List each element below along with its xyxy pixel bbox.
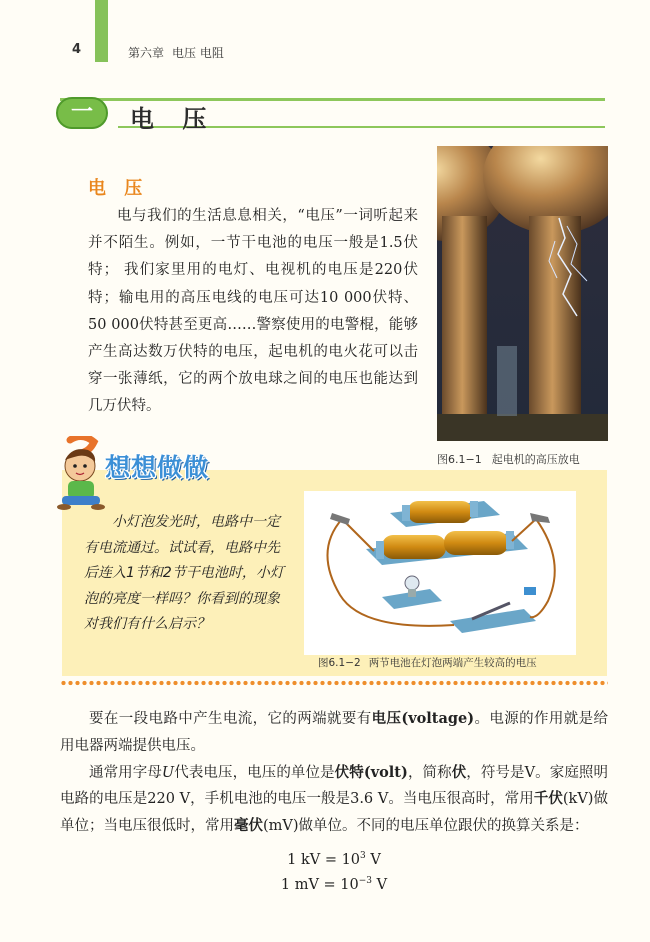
page-number: 4 bbox=[72, 42, 82, 57]
section-number: 一 bbox=[70, 100, 93, 125]
mascot-icon bbox=[50, 436, 112, 514]
body-text bbox=[60, 706, 608, 840]
section-number-badge bbox=[56, 97, 108, 129]
body-text-run: 通常用字母 bbox=[89, 764, 162, 781]
dotted-divider bbox=[60, 680, 608, 686]
symbol-u: U bbox=[161, 764, 175, 781]
header-color-bar bbox=[95, 0, 108, 62]
body-text-run: 要在一段电路中产生电流，它的两端就要有 bbox=[89, 711, 372, 727]
term-volt-en: (volt) bbox=[363, 763, 408, 781]
formula-kv-unit: V bbox=[365, 851, 381, 868]
formula-kv-exponent: 3 bbox=[360, 851, 366, 861]
figure2-number: 图6.1−2 bbox=[318, 657, 361, 669]
formula-kv-left: 1 kV = 10 bbox=[287, 851, 361, 868]
term-volt-short: 伏 bbox=[451, 763, 467, 781]
formula-millivolt bbox=[60, 876, 608, 893]
term-kilovolt: 千伏 bbox=[533, 790, 563, 808]
activity-text: 小灯泡发光时，电路中一定有电流通过。试试看，电路中先后连入1节和2节干电池时，小灯泡的亮度一样吗？你看到的现象对我们有什么启示？ bbox=[84, 514, 284, 632]
intro-paragraph bbox=[88, 203, 418, 421]
body-text-run: 代表电压，电压的单位是 bbox=[174, 764, 335, 781]
electrostatic-generator-photo bbox=[437, 146, 608, 441]
body-text-run: ，符号是V。家庭照明电路的电压是220 V，手机电池的电压一般是3.6 V。当电压很高时，常用 bbox=[60, 764, 609, 808]
activity-paragraph bbox=[84, 510, 284, 638]
generator-illustration bbox=[437, 146, 608, 441]
section-title: 电 压 bbox=[130, 105, 217, 133]
formula-kilovolt bbox=[60, 851, 608, 868]
term-voltage-en: (voltage) bbox=[401, 710, 475, 727]
thinking-child-mascot bbox=[50, 436, 112, 514]
term-volt: 伏特 bbox=[334, 763, 364, 781]
figure2-caption bbox=[318, 655, 537, 670]
figure1-caption-text: 起电机的高压放电 bbox=[491, 453, 580, 466]
subsection-title: 电 压 bbox=[88, 178, 149, 199]
formula-mv-left: 1 mV = 10 bbox=[280, 876, 359, 893]
body-text-run: 。电源的作用就是给用电器两端提供电压。 bbox=[60, 711, 609, 754]
body-text-run: (mV)做单位。不同的电压单位跟伏的换算关系是： bbox=[263, 818, 589, 835]
intro-text: 电与我们的生活息息相关，“电压”一词听起来并不陌生。例如，一节干电池的电压一般是1.5伏特； 我们家里用的电灯、电视机的电压是220伏特；输电用的高压电线的电压可达10 000伏特、50 000伏特甚至更高……警察使用的电警棍，能够产生高达数万伏特的电压，起电机的电火花可以击穿一张薄纸，它的两个放电球之间的电压也能达到几万伏特。 bbox=[88, 208, 418, 415]
body-text-run: (kV)做单位；当电压很低时，常用 bbox=[60, 791, 608, 835]
chapter-title: 电压 电阻 bbox=[172, 46, 224, 60]
figure2-caption-text: 两节电池在灯泡两端产生较高的电压 bbox=[368, 657, 537, 669]
activity-title: 想想做做 bbox=[105, 453, 210, 482]
battery-circuit-illustration bbox=[304, 491, 576, 655]
voltage-unit-paragraph bbox=[60, 760, 608, 840]
figure1-number: 图6.1−1 bbox=[437, 453, 482, 466]
formula-mv-exponent: −3 bbox=[358, 876, 373, 886]
voltage-definition-paragraph bbox=[60, 706, 608, 760]
body-text-run: ，简称 bbox=[407, 764, 452, 781]
chapter-label: 第六章 bbox=[128, 46, 165, 60]
chapter-header bbox=[128, 44, 232, 61]
formula-mv-unit: V bbox=[372, 876, 388, 893]
term-voltage: 电压 bbox=[371, 710, 402, 727]
circuit-diagram-icon bbox=[304, 491, 576, 655]
figure1-caption bbox=[437, 451, 580, 467]
term-millivolt: 毫伏 bbox=[234, 817, 263, 835]
